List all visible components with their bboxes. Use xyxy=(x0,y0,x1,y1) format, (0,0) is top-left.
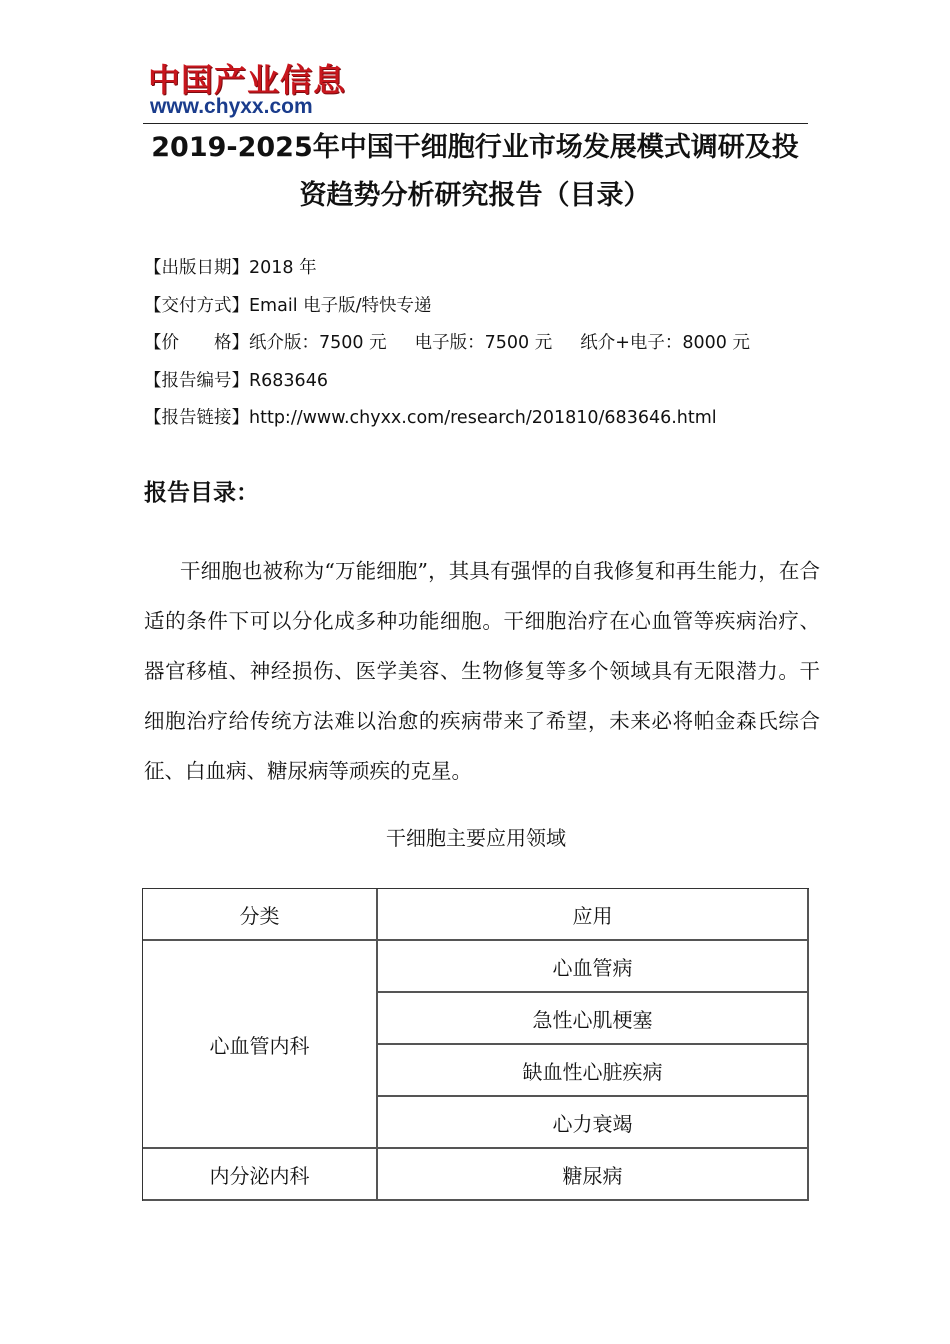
header-category: 分类 xyxy=(143,889,378,941)
header-application: 应用 xyxy=(378,889,809,941)
table-row xyxy=(143,1149,809,1201)
report-meta xyxy=(144,252,844,440)
brand-logo xyxy=(146,56,356,122)
meta-label: 【报告链接】 xyxy=(144,408,249,428)
table-header-row xyxy=(143,889,809,941)
section-heading: 报告目录： xyxy=(144,480,259,506)
price-paper: 纸介版：7500 元 xyxy=(249,333,387,353)
category-cell: 内分泌内科 xyxy=(143,1149,378,1201)
table-row xyxy=(143,941,809,993)
application-cell: 急性心肌梗塞 xyxy=(378,993,809,1045)
logo-chinese-name: 中国产业信息 xyxy=(148,61,347,99)
intro-paragraph: 干细胞也被称为“万能细胞”，其具有强悍的自我修复和再生能力，在合适的条件下可以分化成多种功能细胞。干细胞治疗在心血管等疾病治疗、器官移植、神经损伤、医学美容、生物修复等多个领域具有无限潜力。干细胞治疗给传统方法难以治愈的疾病带来了希望，未来必将帕金森氏综合征、白血病、糖尿病等顽疾的克星。 xyxy=(144,559,820,783)
table-caption: 干细胞主要应用领域 xyxy=(386,826,566,850)
meta-value: 2018 年 xyxy=(249,258,317,278)
category-cell: 心血管内科 xyxy=(143,941,378,1149)
meta-value: R683646 xyxy=(249,370,328,391)
meta-label: 【交付方式】 xyxy=(144,295,249,316)
meta-price xyxy=(144,327,844,365)
logo-url: www.chyxx.com xyxy=(150,95,313,118)
report-title xyxy=(130,124,820,220)
report-link[interactable]: http://www.chyxx.com/research/201810/683646.html xyxy=(249,408,717,428)
application-cell: 缺血性心脏疾病 xyxy=(378,1045,809,1097)
meta-label: 【报告编号】 xyxy=(144,370,249,391)
price-combo: 纸介+电子：8000 元 xyxy=(580,333,750,353)
meta-report-number xyxy=(144,365,844,403)
meta-delivery xyxy=(144,290,844,328)
title-line-2: 资趋势分析研究报告（目录） xyxy=(299,180,651,211)
title-line-1: 2019-2025年中国干细胞行业市场发展模式调研及投 xyxy=(151,132,799,163)
price-electronic: 电子版：7500 元 xyxy=(414,333,553,353)
meta-label: 【出版日期】 xyxy=(144,258,249,278)
applications-table xyxy=(142,888,809,1201)
meta-label: 【价 格】 xyxy=(144,333,249,353)
application-cell: 心力衰竭 xyxy=(378,1097,809,1149)
application-cell: 心血管病 xyxy=(378,941,809,993)
meta-publish-date xyxy=(144,252,844,290)
meta-value: Email 电子版/特快专递 xyxy=(249,295,432,316)
meta-report-link xyxy=(144,402,844,440)
application-cell: 糖尿病 xyxy=(378,1149,809,1201)
